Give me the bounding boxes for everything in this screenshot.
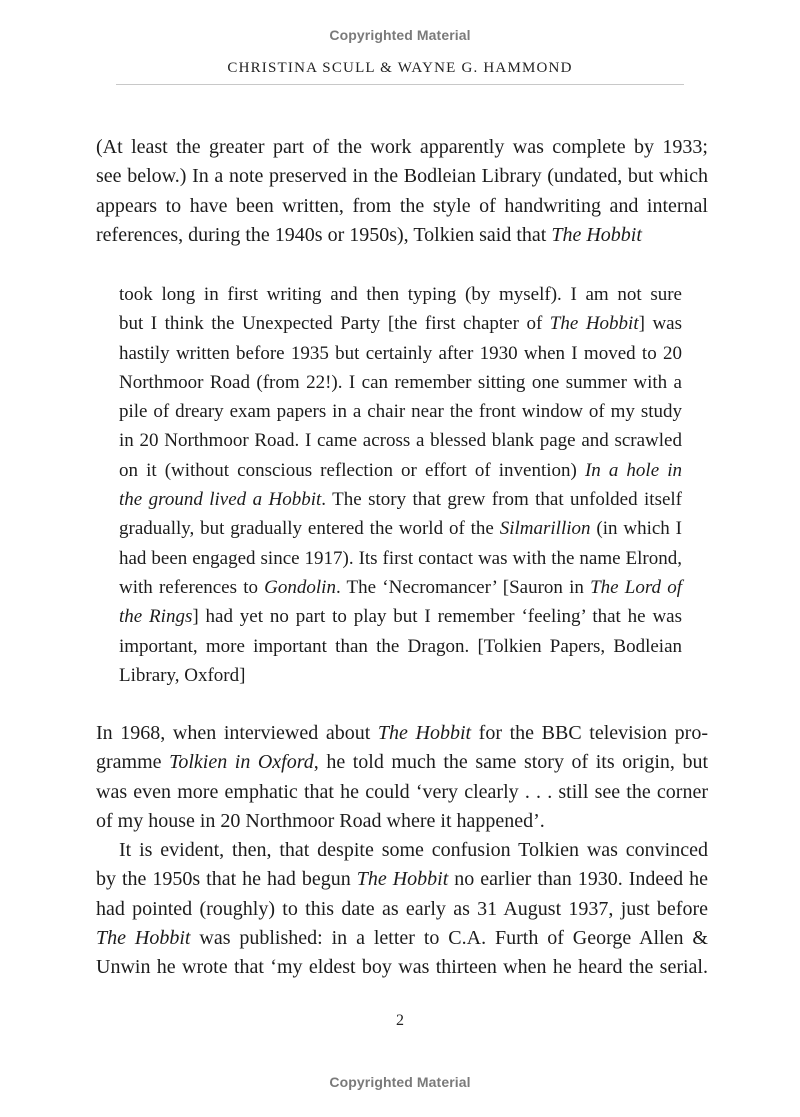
text-run: Northmoor Road (from 22!). I can remember sitting one summer with a xyxy=(119,371,682,393)
quote-line xyxy=(119,573,682,602)
text-line xyxy=(96,162,708,191)
text-run: ] had yet no part to play but I remember ‘feeling’ that he was xyxy=(192,606,682,628)
italic-title: The Lord of xyxy=(590,576,682,598)
quote-line xyxy=(119,368,682,397)
italic-title: In a hole in xyxy=(584,459,682,481)
text-run: appears to have been written, from the style of handwriting and internal xyxy=(96,194,708,217)
italic-title: Gondolin xyxy=(264,576,336,598)
text-run: Library, Oxford] xyxy=(119,664,246,686)
text-run: . The ‘Necromancer’ [Sauron in xyxy=(335,576,591,598)
quote-line xyxy=(119,280,682,309)
quote-line xyxy=(119,661,682,690)
text-run: important, more important than the Dragon. [Tolkien Papers, Bodleian xyxy=(119,635,682,657)
text-line xyxy=(96,924,708,953)
running-head: CHRISTINA SCULL & WAYNE G. HAMMOND xyxy=(227,60,573,76)
italic-title: Silmarillion xyxy=(499,518,591,540)
text-run: references, during the 1940s or 1950s), Tolkien said that xyxy=(96,223,552,246)
quote-line xyxy=(119,485,682,514)
quote-line xyxy=(119,397,682,426)
quote-line xyxy=(119,602,682,631)
italic-title: the Rings xyxy=(119,606,193,628)
text-run: with references to xyxy=(119,576,265,598)
text-run: It is evident, then, that despite some confusion Tolkien was convinced xyxy=(119,839,708,861)
text-line xyxy=(96,192,708,221)
text-line xyxy=(96,778,708,807)
text-run: ] was xyxy=(638,313,683,335)
text-run: gradually, but gradually entered the world of the xyxy=(119,518,500,540)
page-number: 2 xyxy=(396,1012,404,1029)
text-run: of my house in 20 Northmoor Road where it happened’. xyxy=(96,809,545,832)
italic-title: Tolkien in Oxford xyxy=(169,751,314,774)
text-line xyxy=(96,748,708,777)
text-line xyxy=(96,133,708,162)
paragraph-evidence xyxy=(96,836,708,982)
text-run: gramme xyxy=(96,751,170,774)
text-run: was even more emphatic that he could ‘very clearly . . . still see the corner xyxy=(96,780,708,803)
text-line xyxy=(96,807,708,836)
text-run: Unwin he wrote that ‘my eldest boy was thirteen when he heard the serial. xyxy=(96,956,708,979)
text-run: had pointed (roughly) to this date as early as 31 August 1937, just before xyxy=(96,897,708,920)
text-line xyxy=(96,895,708,924)
copyright-watermark-bottom: Copyrighted Material xyxy=(329,1074,471,1090)
text-run: took long in first writing and then typing (by myself). I am not sure xyxy=(119,284,682,305)
text-line xyxy=(96,836,708,865)
block-quote xyxy=(119,280,682,690)
quote-line xyxy=(119,456,682,485)
quote-line xyxy=(119,544,682,573)
text-run: (At least the greater part of the work apparently was complete by 1933; xyxy=(96,136,708,158)
text-run: on it (without conscious reflection or effort of invention) xyxy=(119,459,585,481)
text-run: in 20 Northmoor Road. I came across a blessed blank page and scrawled xyxy=(119,430,682,452)
italic-title: The Hobbit xyxy=(549,313,639,335)
text-run: had been engaged since 1917). Its first contact was with the name Elrond, xyxy=(119,547,682,569)
italic-title: The Hobbit xyxy=(96,926,191,949)
italic-title: the ground lived a Hobbit xyxy=(119,489,322,511)
quote-line xyxy=(119,309,682,338)
quote-line xyxy=(119,514,682,543)
text-run: by the 1950s that he had begun xyxy=(96,868,357,891)
text-line xyxy=(96,865,708,894)
text-run: no earlier than 1930. Indeed he xyxy=(448,868,708,891)
italic-title: The Hobbit xyxy=(377,722,472,744)
text-line xyxy=(96,719,708,748)
text-run: see below.) In a note preserved in the Bodleian Library (undated, but which xyxy=(96,165,708,188)
copyright-watermark-top: Copyrighted Material xyxy=(329,27,471,43)
text-line xyxy=(96,221,708,250)
italic-title: The Hobbit xyxy=(551,223,642,246)
text-run: (in which I xyxy=(590,518,683,540)
quote-line xyxy=(119,632,682,661)
paragraph-bbc-interview xyxy=(96,719,708,836)
text-run: for the BBC television pro- xyxy=(471,722,708,744)
text-run: . The story that grew from that unfolded itself xyxy=(321,489,682,511)
text-run: hastily written before 1935 but certainly after 1930 when I moved to 20 xyxy=(119,342,682,364)
italic-title: The Hobbit xyxy=(356,868,449,891)
quote-line xyxy=(119,426,682,455)
text-run: , he told much the same story of its origin, but xyxy=(313,751,709,774)
quote-line xyxy=(119,339,682,368)
text-run: was published: in a letter to C.A. Furth of George Allen & xyxy=(190,926,708,949)
header-rule xyxy=(116,84,684,85)
paragraph-intro xyxy=(96,133,708,250)
text-run: pile of dreary exam papers in a chair near the front window of my study xyxy=(119,401,682,423)
text-line xyxy=(96,953,708,982)
text-run: In 1968, when interviewed about xyxy=(96,722,378,744)
text-run: but I think the Unexpected Party [the first chapter of xyxy=(119,313,550,335)
